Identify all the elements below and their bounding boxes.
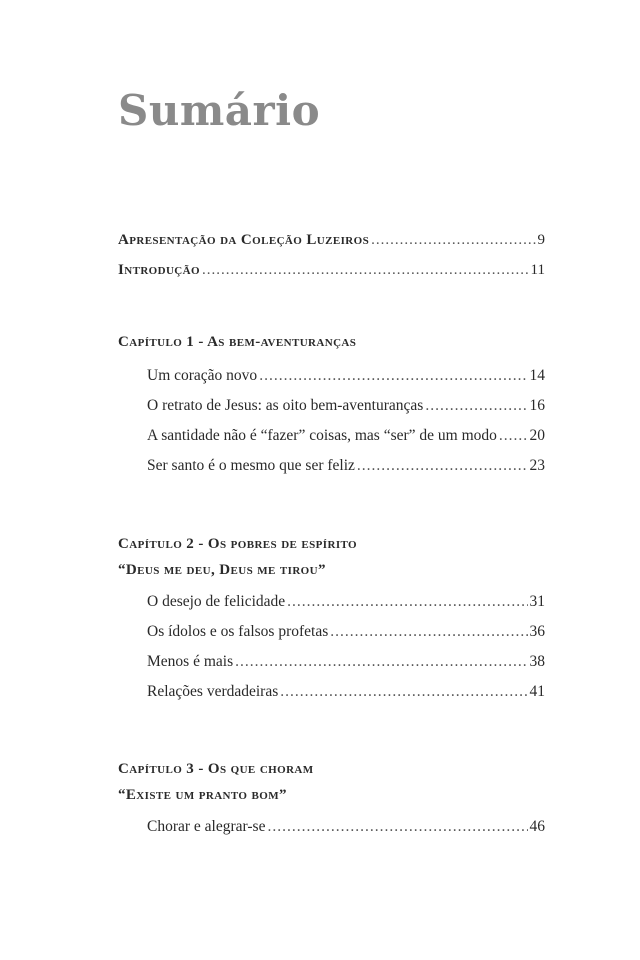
leader-dots — [259, 366, 527, 386]
toc-entry[interactable] — [147, 682, 545, 702]
toc-entry[interactable] — [147, 366, 545, 386]
toc-entry-label: Chorar e alegrar-se — [147, 818, 266, 835]
toc-entry-page: 23 — [529, 457, 545, 474]
toc-entry-page: 9 — [537, 232, 545, 248]
leader-dots — [425, 396, 527, 416]
toc-entry-label: Os ídolos e os falsos profetas — [147, 623, 329, 640]
leader-dots — [499, 426, 528, 446]
toc-entry-page: 41 — [529, 683, 545, 700]
toc-entry-page: 38 — [529, 653, 545, 670]
leader-dots — [280, 682, 527, 702]
toc-entry[interactable] — [147, 456, 545, 476]
toc-entry-label: Menos é mais — [147, 653, 234, 670]
toc-entry-page: 11 — [530, 262, 545, 278]
toc-entry-label: Introdução — [118, 262, 200, 278]
chapter-1-heading: Capítulo 1 - As bem-aventuranças — [118, 334, 357, 350]
chapter-2-subtitle: “Deus me deu, Deus me tirou” — [118, 562, 326, 578]
leader-dots — [330, 622, 527, 642]
chapter-3-subtitle: “Existe um pranto bom” — [118, 787, 287, 803]
toc-entry-label: Apresentação da Coleção Luzeiros — [118, 232, 370, 248]
toc-entry-label: A santidade não é “fazer” coisas, mas “ser” de um modo — [147, 427, 497, 444]
chapter-2-heading: Capítulo 2 - Os pobres de espírito — [118, 536, 357, 552]
toc-entry-label: O desejo de felicidade — [147, 593, 286, 610]
page-title: Sumário — [118, 86, 321, 135]
toc-entry[interactable] — [147, 817, 545, 837]
leader-dots — [202, 260, 529, 280]
toc-entry[interactable] — [147, 396, 545, 416]
toc-entry-label: Relações verdadeiras — [147, 683, 279, 700]
toc-entry-label: Ser santo é o mesmo que ser feliz — [147, 457, 355, 474]
toc-entry-label: Um coração novo — [147, 367, 258, 384]
toc-entry[interactable] — [147, 592, 545, 612]
toc-entry-page: 36 — [529, 623, 545, 640]
toc-entry-introduction[interactable] — [118, 260, 545, 280]
toc-entry-page: 20 — [529, 427, 545, 444]
leader-dots — [235, 652, 527, 672]
leader-dots — [357, 456, 528, 476]
toc-entry-page: 31 — [529, 593, 545, 610]
toc-entry-label: O retrato de Jesus: as oito bem-aventuranças — [147, 397, 424, 414]
leader-dots — [287, 592, 527, 612]
toc-entry-page: 16 — [529, 397, 545, 414]
leader-dots — [371, 230, 535, 250]
toc-entry-presentation[interactable] — [118, 230, 545, 250]
toc-entry[interactable] — [147, 622, 545, 642]
toc-entry[interactable] — [147, 426, 545, 446]
toc-entry-page: 14 — [529, 367, 545, 384]
chapter-3-heading: Capítulo 3 - Os que choram — [118, 761, 314, 777]
leader-dots — [267, 817, 527, 837]
toc-entry-page: 46 — [529, 818, 545, 835]
toc-entry[interactable] — [147, 652, 545, 672]
